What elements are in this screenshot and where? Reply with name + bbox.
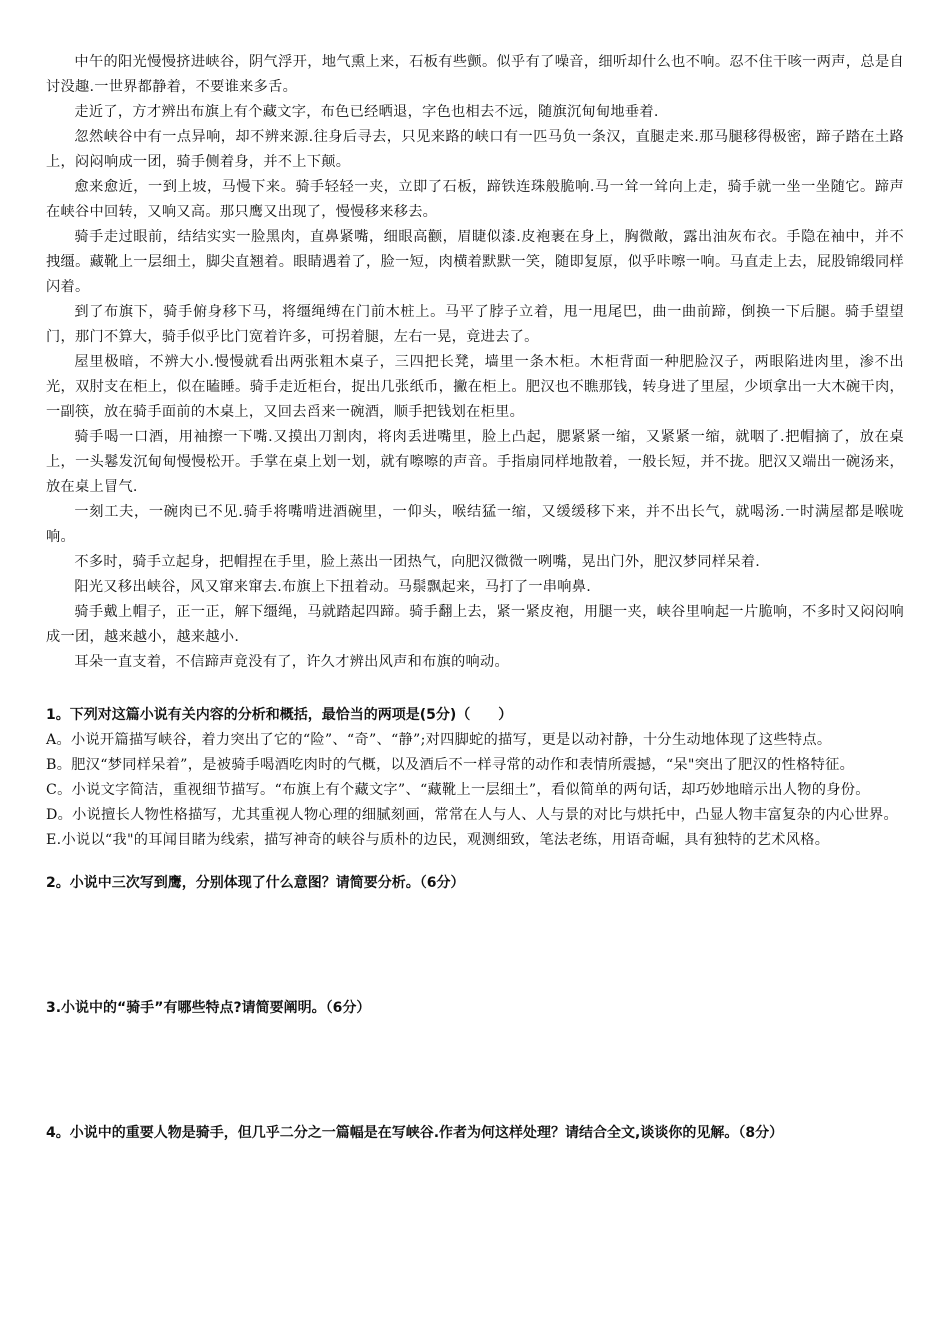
story-text — [46, 50, 904, 675]
story-paragraph: 一刻工夫，一碗肉已不见.骑手将嘴啃进酒碗里，一仰头，喉结猛一缩，又缓缓移下来，并不出长气，就喝汤.一时满屋都是喉咙响。 — [46, 504, 904, 545]
story-paragraph: 走近了，方才辨出布旗上有个藏文字，布色已经晒退，字色也相去不远，随旗沉甸甸地垂着. — [74, 104, 659, 120]
question-2-title: 2。小说中三次写到鹰，分别体现了什么意图？请简要分析。（6分） — [46, 875, 465, 891]
question-2-answer-space — [46, 896, 904, 996]
document-page — [46, 50, 904, 1146]
question-1-title: 1。下列对这篇小说有关内容的分析和概括，最恰当的两项是(5分)（ ） — [46, 707, 513, 723]
story-paragraph: 骑手戴上帽子，正一正，解下缰绳，马就踏起四蹄。骑手翻上去，紧一紧皮袍，用腿一夹，峡谷里响起一片脆响，不多时又闷闷响成一团，越来越小，越来越小. — [46, 604, 904, 645]
question-1-option-d: D。小说擅长人物性格描写，尤其重视人物心理的细腻刻画，常常在人与人、人与景的对比与烘托中，凸显人物丰富复杂的内心世界。 — [46, 807, 898, 823]
question-1 — [46, 703, 904, 853]
story-paragraph: 骑手喝一口酒，用袖擦一下嘴.又摸出刀割肉，将肉丢进嘴里，脸上凸起，腮紧紧一缩，又紧紧一缩，就咽了.把帽摘了，放在桌上，一头鬈发沉甸甸慢慢松开。手掌在桌上划一划，就有嚓嚓的声音。手指扇同样地散着，一般长短，并不拢。肥汉又端出一碗汤来，放在桌上冒气. — [46, 429, 904, 495]
question-3 — [46, 996, 904, 1121]
story-paragraph: 忽然峡谷中有一点异响，却不辨来源.往身后寻去，只见来路的峡口有一匹马负一条汉，直腿走来.那马腿移得极密，蹄子踏在土路上，闷闷响成一团，骑手侧着身，并不上下颠。 — [46, 129, 904, 170]
questions-section — [46, 703, 904, 1146]
story-paragraph: 不多时，骑手立起身，把帽捏在手里，脸上蒸出一团热气，向肥汉微微一咧嘴，晃出门外，肥汉梦同样呆着. — [74, 554, 761, 570]
question-1-option-e: E.小说以“我"的耳闻目睹为线索，描写神奇的峡谷与质朴的边民，观测细致，笔法老练，用语奇崛，具有独特的艺术风格。 — [46, 832, 830, 848]
question-1-option-b: B。肥汉“梦同样呆着”，是被骑手喝酒吃肉时的气概，以及酒后不一样寻常的动作和表情所震撼，“呆"突出了肥汉的性格特征。 — [46, 757, 855, 773]
story-paragraph: 屋里极暗，不辨大小.慢慢就看出两张粗木桌子，三四把长凳，墙里一条木柜。木柜背面一种肥脸汉子，两眼陷进肉里，渗不出光，双肘支在柜上，似在瞌睡。骑手走近柜台，捉出几张纸币，撇在柜上。肥汉也不瞧那钱，转身进了里屋，少顷拿出一大木碗干肉，一副筷，放在骑手面前的木桌上，又回去舀来一碗酒，顺手把钱划在柜里。 — [46, 354, 904, 420]
story-paragraph: 骑手走过眼前，结结实实一脸黑肉，直鼻紧嘴，细眼高颧，眉睫似漆.皮袍裹在身上，胸微敞，露出油灰布衣。手隐在袖中，并不拽缰。藏靴上一层细土，脚尖直翘着。眼睛遇着了，脸一短，肉横着默默一笑，随即复原，似乎咔嚓一响。马直走上去，屁股锦缎同样闪着。 — [46, 229, 904, 295]
question-3-title: 3.小说中的“骑手”有哪些特点?请简要阐明。（6分） — [46, 1000, 371, 1016]
story-paragraph: 到了布旗下，骑手俯身移下马，将缰绳缚在门前木桩上。马平了脖子立着，甩一甩尾巴，曲一曲前蹄，倒换一下后腿。骑手望望门，那门不算大，骑手似乎比门宽着许多，可拐着腿，左右一晃，竟进去了。 — [46, 304, 904, 345]
story-paragraph: 中午的阳光慢慢挤进峡谷，阴气浮开，地气熏上来，石板有些颤。似乎有了噪音，细听却什么也不响。忍不住干咳一两声，总是自讨没趣.一世界都静着，不要谁来多舌。 — [46, 54, 904, 95]
story-paragraph: 耳朵一直支着，不信蹄声竟没有了，许久才辨出风声和布旗的响动。 — [74, 654, 510, 670]
story-paragraph: 阳光又移出峡谷，风又窜来窜去.布旗上下扭着动。马鬃飘起来，马打了一串响鼻. — [74, 579, 592, 595]
question-1-option-a: A。小说开篇描写峡谷，着力突出了它的“险”、“奇”、“静”;对四脚蛇的描写，更是以动衬静，十分生动地体现了这些特点。 — [46, 732, 832, 748]
question-3-answer-space — [46, 1021, 904, 1121]
question-4-title: 4。小说中的重要人物是骑手，但几乎二分之一篇幅是在写峡谷.作者为何这样处理？请结合全文,谈谈你的见解。（8分） — [46, 1125, 784, 1141]
question-1-option-c: C。小说文字简洁，重视细节描写。“布旗上有个藏文字”、“藏靴上一层细土”，看似简单的两句话，却巧妙地暗示出人物的身份。 — [46, 782, 870, 798]
question-4 — [46, 1121, 904, 1146]
story-paragraph: 愈来愈近，一到上坡，马慢下来。骑手轻轻一夹，立即了石板，蹄铁连珠般脆响.马一耸一耸向上走，骑手就一坐一坐随它。蹄声在峡谷中回转，又响又高。那只鹰又出现了，慢慢移来移去。 — [46, 179, 904, 220]
question-2 — [46, 871, 904, 996]
